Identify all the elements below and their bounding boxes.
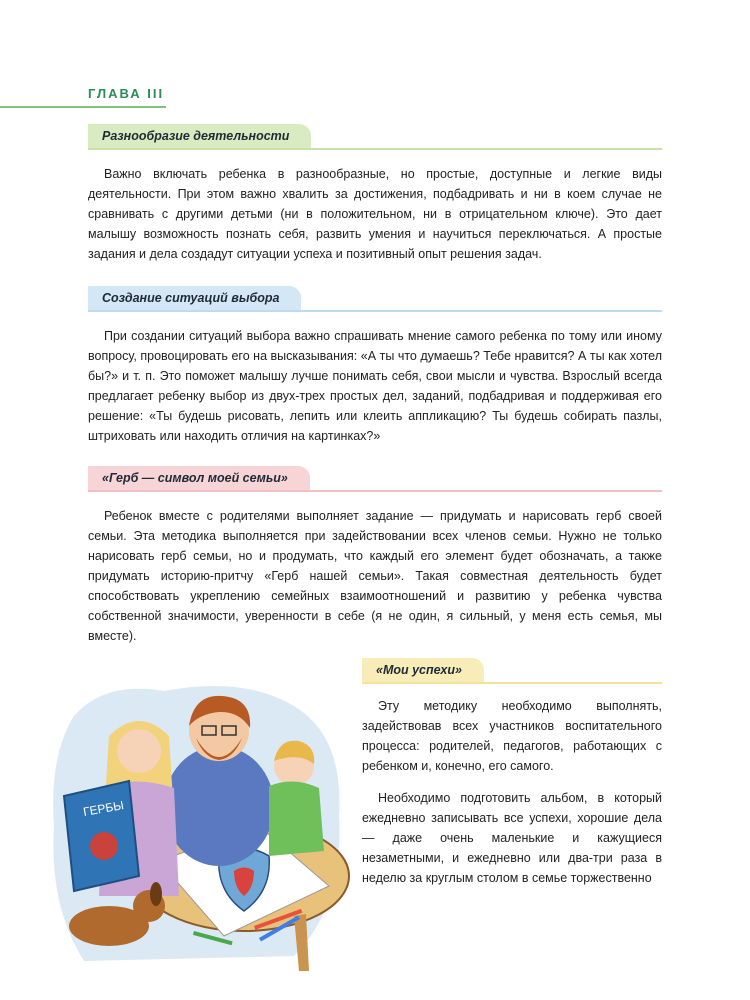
book-emblem-icon (90, 832, 118, 860)
paragraph: При создании ситуаций выбора важно спрашивать мнение самого ребенка по тому или иному вопросу, провоцировать его на высказывания: «А ты что думаешь? Тебе нравится? А ты как хотел бы?» и т. п. Это поможет малышу лучше понимать себя, свои мысли и чувства. Взрослый всегда предлагает ребенку выбор из двух-трех простых дел, заданий, подбадривая и поддерживая его решение: «Ты будешь рисовать, лепить или клеить аппликацию? Ты будешь собирать пазлы, штриховать или находить отличия на картинках?» (88, 329, 662, 443)
section-heading-label: Разнообразие деятельности (88, 124, 311, 148)
paragraph: Важно включать ребенка в разнообразные, но простые, доступные и легкие виды деятельности. При этом важно хвалить за достижения, подбадривать и ни в коем случае не сравнивать с другими детьми (ни в положительном, ни в отрицательном ключе). Это дает малышу возможность познать себя, развить умения и научиться переключаться. А простые задания и дела создадут ситуации успеха и позитивный опыт решения задач. (88, 167, 662, 261)
section-my-successes (362, 658, 662, 888)
section-heading (362, 658, 662, 684)
section-heading (88, 286, 662, 312)
section-heading-label: Создание ситуаций выбора (88, 286, 301, 310)
chapter-rule (0, 106, 166, 108)
girl-head (117, 729, 161, 773)
chapter-label: ГЛАВА III (88, 86, 165, 101)
section-heading-line (362, 682, 662, 684)
section-heading-line (88, 310, 662, 312)
section-heading-line (88, 148, 662, 150)
section-heading-line (88, 490, 662, 492)
book-title: ГЕРБЫ (82, 798, 125, 819)
boy-body (269, 781, 324, 856)
section-family-crest (88, 466, 662, 646)
paragraph: Эту методику необходимо выполнять, задействовав всех участников воспитательного процесса: родителей, педагогов, работающих с ребенком и, конечно, его самого. (362, 699, 662, 773)
section-diversity (88, 124, 662, 264)
family-illustration (44, 676, 354, 976)
father-body (164, 746, 274, 866)
section-heading (88, 124, 662, 150)
section-choice (88, 286, 662, 446)
paragraph: Необходимо подготовить альбом, в который ежедневно записывать все успехи, хорошие дела — даже очень маленькие и кажущиеся незаметными, и ежедневно или два-три раза в неделю за круглым столом в семье торжественно (362, 791, 662, 885)
section-heading-label: «Герб — символ моей семьи» (88, 466, 310, 490)
section-heading-label: «Мои успехи» (362, 658, 484, 682)
dog-ear (150, 882, 162, 906)
paragraph: Ребенок вместе с родителями выполняет задание — придумать и нарисовать герб своей семьи. Эта методика выполняется при задействовании всех членов семьи. Нужно не только нарисовать герб семьи, но и продумать, что каждый его элемент будет обозначать, а также придумать историю-притчу «Герб нашей семьи». Такая совместная деятельность будет способствовать укреплению семейных взаимоотношений и развитию у ребенка чувства собственной значимости, уверенности в себе (я не один, я сильный, у меня есть семья, мы вместе). (88, 509, 662, 643)
section-heading (88, 466, 662, 492)
